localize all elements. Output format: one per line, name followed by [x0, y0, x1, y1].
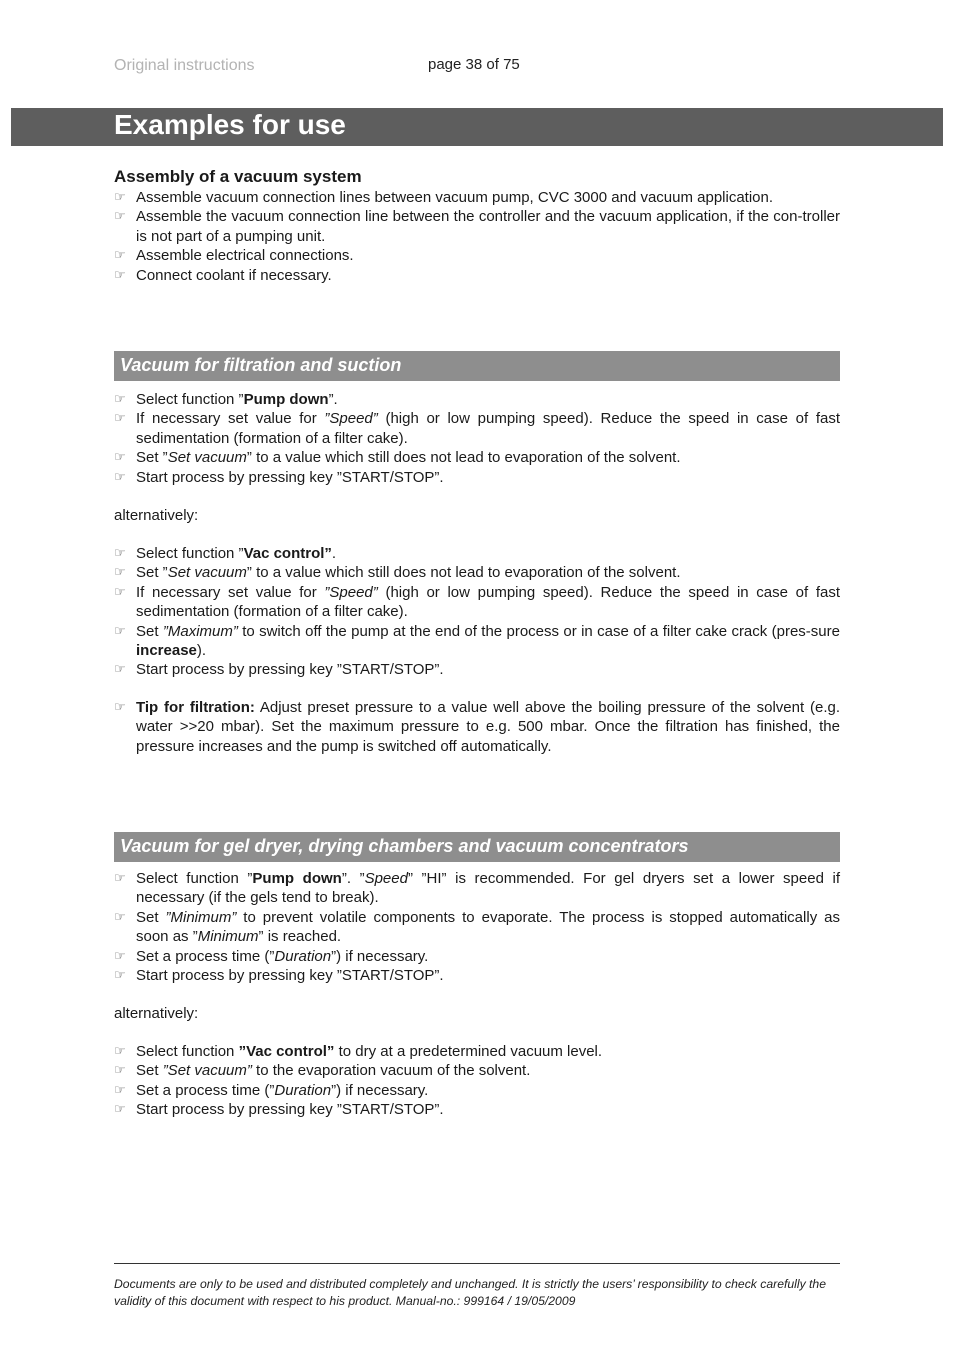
filtration-tip-block	[114, 698, 840, 756]
list-item	[114, 1100, 840, 1119]
bold-text: increase	[136, 642, 197, 660]
gel-alternatively: alternatively:	[114, 1005, 199, 1022]
italic-text: ”Speed”	[324, 410, 378, 428]
filtration-section-bar	[114, 351, 840, 381]
list-item-text: ” ”HI” is recommended. For gel dryers set a lower speed if necessary (if the gels tend to break).	[136, 870, 841, 907]
list-item-text: ” to a value which still does not lead to evaporation of the solvent.	[246, 564, 681, 582]
list-item-text: Select function ”	[136, 870, 253, 887]
bold-text: Pump down	[243, 391, 329, 408]
list-item-text: Start process by pressing key ”START/STOP”.	[136, 1101, 444, 1119]
italic-text: Minimum	[197, 928, 259, 946]
list-item	[114, 266, 840, 285]
list-item	[114, 698, 840, 756]
list-item-text: Set a process time (”	[136, 947, 275, 965]
pointing-hand-icon: ☞	[114, 1102, 126, 1118]
italic-text: Duration	[274, 1081, 332, 1099]
pointing-hand-icon: ☞	[114, 209, 126, 225]
list-item-text: ” to a value which still does not lead to evaporation of the solvent.	[246, 449, 681, 467]
list-item	[114, 390, 840, 409]
gel-list-2-block	[114, 1042, 840, 1120]
pointing-hand-icon: ☞	[114, 248, 126, 264]
list-item	[114, 622, 840, 661]
italic-text: Set vacuum	[167, 564, 247, 582]
gel-section-bar	[114, 832, 840, 862]
bold-text: Vac control”	[243, 545, 332, 562]
pointing-hand-icon: ☞	[114, 662, 126, 678]
filtration-tip	[114, 698, 840, 756]
filtration-list-1	[114, 390, 840, 487]
list-item-text: Set	[136, 1062, 163, 1080]
list-item	[114, 448, 840, 467]
gel-alt-block	[114, 1004, 840, 1023]
filtration-alt-block	[114, 506, 840, 525]
pointing-hand-icon: ☞	[114, 968, 126, 984]
list-item-text: If necessary set value for	[136, 583, 325, 601]
pointing-hand-icon: ☞	[114, 469, 126, 485]
list-item-text: ).	[196, 642, 207, 660]
list-item	[114, 544, 840, 563]
footer-disclaimer: Documents are only to be used and distributed completely and unchanged. It is strictly the users’ responsibility to check carefully the validity of this document with respect to his product. Manual-no.: 999164 / 19/05/2009	[114, 1277, 826, 1308]
pointing-hand-icon: ☞	[114, 1063, 126, 1079]
pointing-hand-icon: ☞	[114, 948, 126, 964]
filtration-heading: Vacuum for filtration and suction	[120, 355, 402, 375]
italic-text: ”Set vacuum”	[162, 1062, 252, 1080]
list-item	[114, 660, 840, 679]
list-item-text: If necessary set value for	[136, 410, 325, 428]
list-item	[114, 188, 840, 207]
list-item	[114, 966, 840, 985]
list-item-text: Set	[136, 622, 163, 640]
gel-list-2	[114, 1042, 840, 1120]
pointing-hand-icon: ☞	[114, 565, 126, 581]
filtration-list-2-block	[114, 544, 840, 680]
list-item	[114, 409, 840, 448]
pointing-hand-icon: ☞	[114, 871, 126, 886]
assembly-list	[114, 188, 840, 285]
italic-text: Duration	[274, 947, 332, 965]
list-item-text: Assemble the vacuum connection line between the controller and the vacuum application, if the con-troller is not part of a pumping unit.	[136, 208, 840, 245]
gel-list-1	[114, 869, 840, 985]
pointing-hand-icon: ☞	[114, 1082, 126, 1098]
list-item-text: Start process by pressing key ”START/STOP”.	[136, 468, 444, 486]
list-item-text: Adjust preset pressure to a value well above the boiling pressure of the solvent (e.g. water >>20 mbar). Set the maximum pressure to e.g. 500 mbar. Once the filtration has finished, the pressure increases and the pump is switched off automatically.	[136, 699, 841, 755]
pointing-hand-icon: ☞	[114, 909, 126, 925]
italic-text: Set vacuum	[167, 449, 247, 467]
assembly-section	[114, 166, 840, 285]
pointing-hand-icon: ☞	[114, 584, 126, 600]
bold-text: ”Vac control”	[238, 1043, 335, 1060]
pointing-hand-icon: ☞	[114, 450, 126, 466]
assembly-heading: Assembly of a vacuum system	[114, 167, 362, 186]
list-item	[114, 869, 840, 908]
list-item-text: (high or low pumping speed). Reduce the speed in case of fast sedimentation (formation of a filter cake).	[136, 410, 840, 447]
list-item-text: Connect coolant if necessary.	[136, 266, 332, 284]
page-title: Examples for use	[114, 109, 346, 140]
list-item-text: ”) if necessary.	[331, 947, 429, 965]
pointing-hand-icon: ☞	[114, 700, 126, 715]
pointing-hand-icon: ☞	[114, 623, 126, 639]
list-item	[114, 583, 840, 622]
list-item-text: ”. ”	[341, 870, 365, 887]
list-item-text: Select function	[136, 1043, 239, 1060]
list-item	[114, 468, 840, 487]
list-item	[114, 246, 840, 265]
italic-text: ”Speed”	[324, 583, 378, 601]
list-item	[114, 908, 840, 947]
filtration-list-2	[114, 544, 840, 680]
list-item-text: (high or low pumping speed). Reduce the speed in case of fast sedimentation (formation of a filter cake).	[136, 583, 840, 621]
pointing-hand-icon: ☞	[114, 411, 126, 427]
pointing-hand-icon: ☞	[114, 190, 126, 205]
list-item-text: Set	[136, 908, 166, 926]
list-item	[114, 563, 840, 582]
list-item-text: Assemble electrical connections.	[136, 247, 354, 265]
list-item-text: to switch off the pump at the end of the process or in case of a filter cake crack (pres-sure	[237, 622, 840, 640]
pointing-hand-icon: ☞	[114, 392, 126, 407]
page-number: page 38 of 75	[428, 56, 520, 73]
list-item-text: Start process by pressing key ”START/STOP”.	[136, 661, 444, 679]
list-item-text: to prevent volatile components to evaporate. The process is stopped automatically as soon as ”	[136, 908, 841, 946]
filtration-list-1-block	[114, 390, 840, 487]
italic-text: ”Maximum”	[162, 622, 238, 640]
list-item-text: ” is reached.	[258, 928, 342, 946]
list-item-text: ”) if necessary.	[331, 1081, 429, 1099]
gel-heading: Vacuum for gel dryer, drying chambers and vacuum concentrators	[120, 836, 689, 856]
footer-rule	[114, 1263, 840, 1264]
bold-text: Pump down	[252, 870, 342, 887]
pointing-hand-icon: ☞	[114, 267, 126, 283]
pointing-hand-icon: ☞	[114, 1044, 126, 1059]
list-item-text: Set a process time (”	[136, 1081, 275, 1099]
list-item	[114, 947, 840, 966]
gel-list-1-block	[114, 869, 840, 985]
list-item-text: Set ”	[136, 564, 168, 582]
list-item	[114, 207, 840, 246]
list-item	[114, 1061, 840, 1080]
filtration-alternatively: alternatively:	[114, 507, 199, 524]
header-label: Original instructions	[114, 57, 255, 74]
list-item-text: Select function ”	[136, 391, 244, 408]
list-item-text: Assemble vacuum connection lines between vacuum pump, CVC 3000 and vacuum application.	[136, 189, 774, 206]
list-item-text: Set ”	[136, 449, 168, 467]
list-item	[114, 1042, 840, 1061]
list-item-text: Start process by pressing key ”START/STOP”.	[136, 967, 444, 985]
list-item-text: to dry at a predetermined vacuum level.	[334, 1043, 603, 1060]
list-item-text: to the evaporation vacuum of the solvent.	[251, 1062, 531, 1080]
pointing-hand-icon: ☞	[114, 546, 126, 561]
list-item	[114, 1081, 840, 1100]
italic-text: Speed	[364, 870, 408, 887]
title-bar	[11, 108, 943, 146]
bold-text: Tip for filtration:	[136, 699, 255, 716]
list-item-text: ”.	[328, 391, 338, 408]
italic-text: ”Minimum”	[165, 908, 237, 926]
list-item-text: Select function ”	[136, 545, 244, 562]
list-item-text: .	[331, 545, 337, 562]
